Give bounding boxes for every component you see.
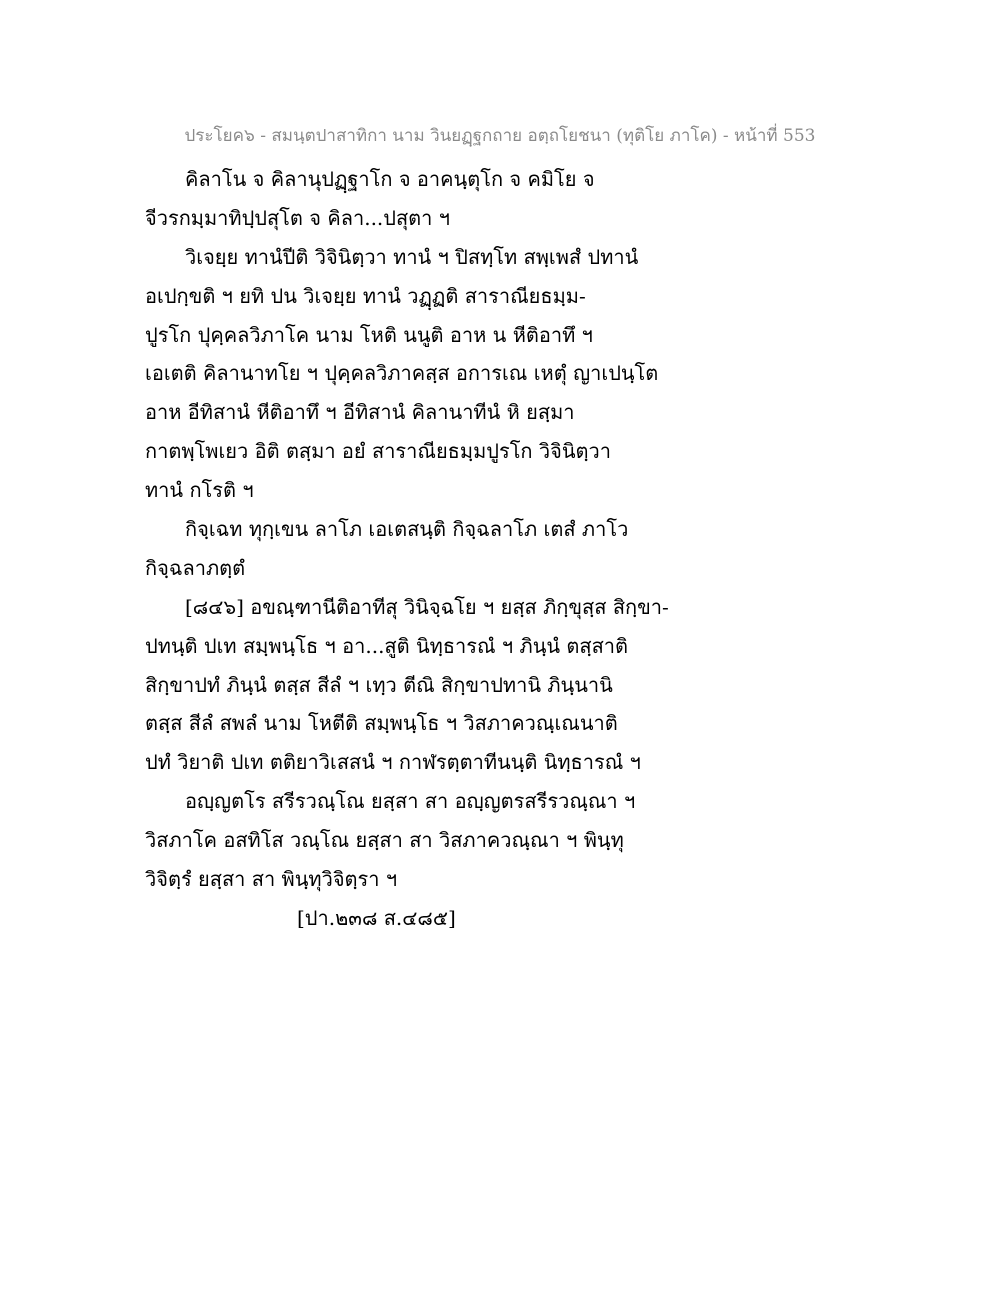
text-line: ปูรโก ปุคฺคลวิภาโค นาม โหติ นนูติ อาห น หีติอาทึ ฯ (145, 322, 593, 347)
text-line: กาตพฺโพเยว อิติ ตสฺมา อยํ สาราณียธมฺมปูรโก วิจินิตฺวา (145, 439, 611, 464)
text-line: สิกฺขาปทํ ภินฺนํ ตสฺส สีลํ ฯ เทฺว ตีณิ สิกฺขาปทานิ ภินฺนานิ (145, 672, 613, 697)
header-text: ประโยค๖ - สมนฺตปาสาทิกา นาม วินยฏฺฐกถาย อตฺถโยชนา (ทุติโย ภาโค) - หน้าที่ 553 (184, 126, 816, 146)
text-line: ทานํ กโรติ ฯ (145, 478, 254, 503)
text-line: เอเตติ คิลานาทโย ฯ ปุคฺคลวิภาคสฺส อการเณ เหตุํ ญาเปนฺโต (145, 361, 659, 386)
text-line: วิจิตฺรํ ยสฺสา สา พินฺทุวิจิตฺรา ฯ (145, 867, 398, 892)
page-reference: [ปา.๒๓๘ ส.๔๘๕] (297, 905, 456, 930)
text-line: ปทนฺติ ปเท สมฺพนฺโธ ฯ อา...สูติ นิทฺธารณํ ฯ ภินฺนํ ตสฺสาติ (145, 633, 629, 658)
text-line: อเปกฺขติ ฯ ยทิ ปน วิเจยฺย ทานํ วฏฺฏติ สาราณียธมฺม- (145, 283, 586, 308)
text-line: วิสภาโค อสทิโส วณฺโณ ยสฺสา สา วิสภาควณฺณา ฯ พินฺทุ (145, 828, 624, 853)
text-line: คิลาโน จ คิลานุปฏฺฐาโก จ อาคนฺตุโก จ คมิโย จ (185, 167, 595, 191)
text-line: ตสฺส สีลํ สพลํ นาม โหตีติ สมฺพนฺโธ ฯ วิสภาควณฺเณนาติ (145, 711, 618, 736)
running-header (0, 124, 1000, 148)
text-line: [๘๔๖] อขณฺฑานีติอาทีสุ วินิจฺฉโย ฯ ยสฺส ภิกฺขุสฺส สิกฺขา- (185, 594, 669, 619)
text-line: ปทํ วิยาติ ปเท ตติยาวิเสสนํ ฯ กาฬรตฺตาทีนนฺติ นิทฺธารณํ ฯ (145, 750, 641, 775)
text-line: วิเจยฺย ทานํปีติ วิจินิตฺวา ทานํ ฯ ปิสทฺโท สพฺเพสํ ปทานํ (185, 244, 639, 269)
text-line: อญฺญตโร สรีรวณฺโณ ยสฺสา สา อญฺญตรสรีรวณฺณา ฯ (185, 789, 636, 814)
text-line: อาห อีทิสานํ หีติอาทึ ฯ อีทิสานํ คิลานาทีนํ หิ ยสฺมา (145, 400, 575, 425)
text-line: จีวรกมฺมาทิปฺปสุโต จ คิลา...ปสุตา ฯ (145, 205, 450, 230)
text-line: กิจฺเฉท ทุกฺเขน ลาโภ เอเตสนฺติ กิจฺฉลาโภ เตสํ ภาโว (185, 517, 629, 542)
text-line: กิจฺฉลาภตฺตํ (145, 555, 246, 580)
body-text (145, 160, 845, 938)
